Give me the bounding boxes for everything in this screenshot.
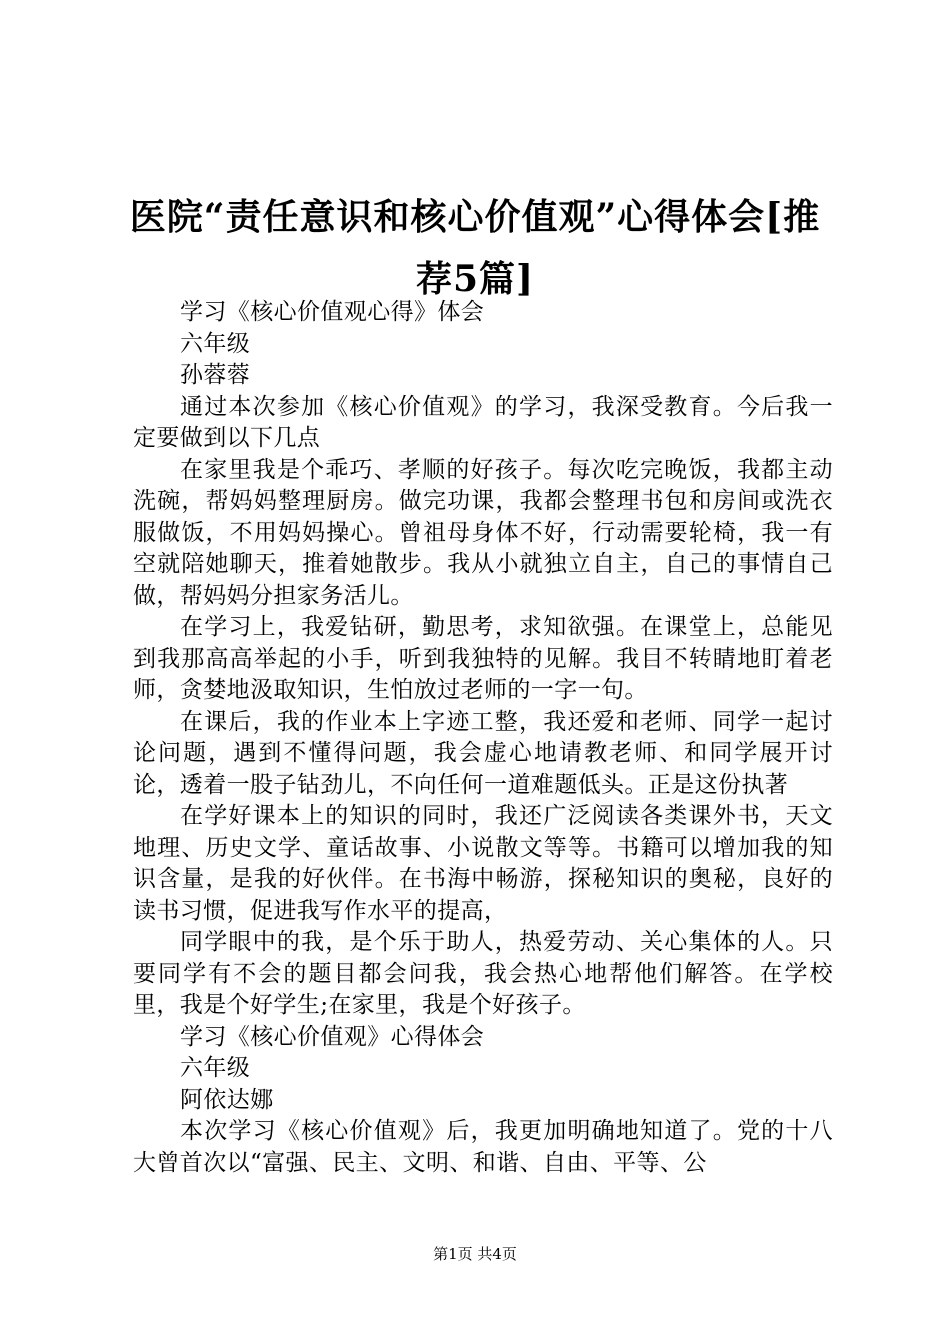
body-paragraph: 同学眼中的我，是个乐于助人，热爱劳动、关心集体的人。只要同学有不会的题目都会问我，我会热心地帮他们解答。在学校里，我是个好学生;在家里，我是个好孩子。 (133, 929, 833, 1018)
author-name-2: 阿依达娜 (180, 1086, 274, 1113)
body-paragraph: 本次学习《核心价值观》后，我更加明确地知道了。党的十八大曾首次以“富强、民主、文明、和谐、自由、平等、公 (133, 1118, 833, 1176)
body-paragraph: 在学习上，我爱钻研，勤思考，求知欲强。在课堂上，总能见到我那高高举起的小手，听到我独特的见解。我目不转睛地盯着老师，贪婪地汲取知识，生怕放过老师的一字一句。 (133, 614, 833, 703)
page-number-footer: 第1页 共4页 (433, 1245, 517, 1263)
author-name-1: 孙蓉蓉 (180, 362, 251, 388)
body-paragraph: 在家里我是个乖巧、孝顺的好孩子。每次吃完晚饭，我都主动洗碗，帮妈妈整理厨房。做完功课，我都会整理书包和房间或洗衣服做饭，不用妈妈操心。曾祖母身体不好，行动需要轮椅，我一有空就陪她聊天，推着她散步。我从小就独立自主，自己的事情自己做，帮妈妈分担家务活儿。 (133, 456, 833, 609)
body-paragraph: 通过本次参加《核心价值观》的学习，我深受教育。今后我一定要做到以下几点 (133, 393, 833, 451)
author-grade-1: 六年级 (180, 330, 251, 357)
document-body (133, 297, 833, 1179)
section-heading-2: 学习《核心价值观》心得体会 (180, 1023, 485, 1050)
document-title: 医院“责任意识和核心价值观”心得体会[推荐5篇] (129, 196, 821, 300)
body-paragraph: 在学好课本上的知识的同时，我还广泛阅读各类课外书，天文地理、历史文学、童话故事、小说散文等等。书籍可以增加我的知识含量，是我的好伙伴。在书海中畅游，探秘知识的奥秘，良好的读书习惯，促进我写作水平的提高， (133, 803, 833, 924)
author-grade-2: 六年级 (180, 1055, 251, 1081)
section-heading-1: 学习《核心价值观心得》体会 (180, 299, 485, 325)
body-paragraph: 在课后，我的作业本上字迹工整，我还爱和老师、同学一起讨论问题，遇到不懂得问题，我会虚心地请教老师、和同学展开讨论，透着一股子钻劲儿，不向任何一道难题低头。正是这份执著 (133, 708, 833, 798)
